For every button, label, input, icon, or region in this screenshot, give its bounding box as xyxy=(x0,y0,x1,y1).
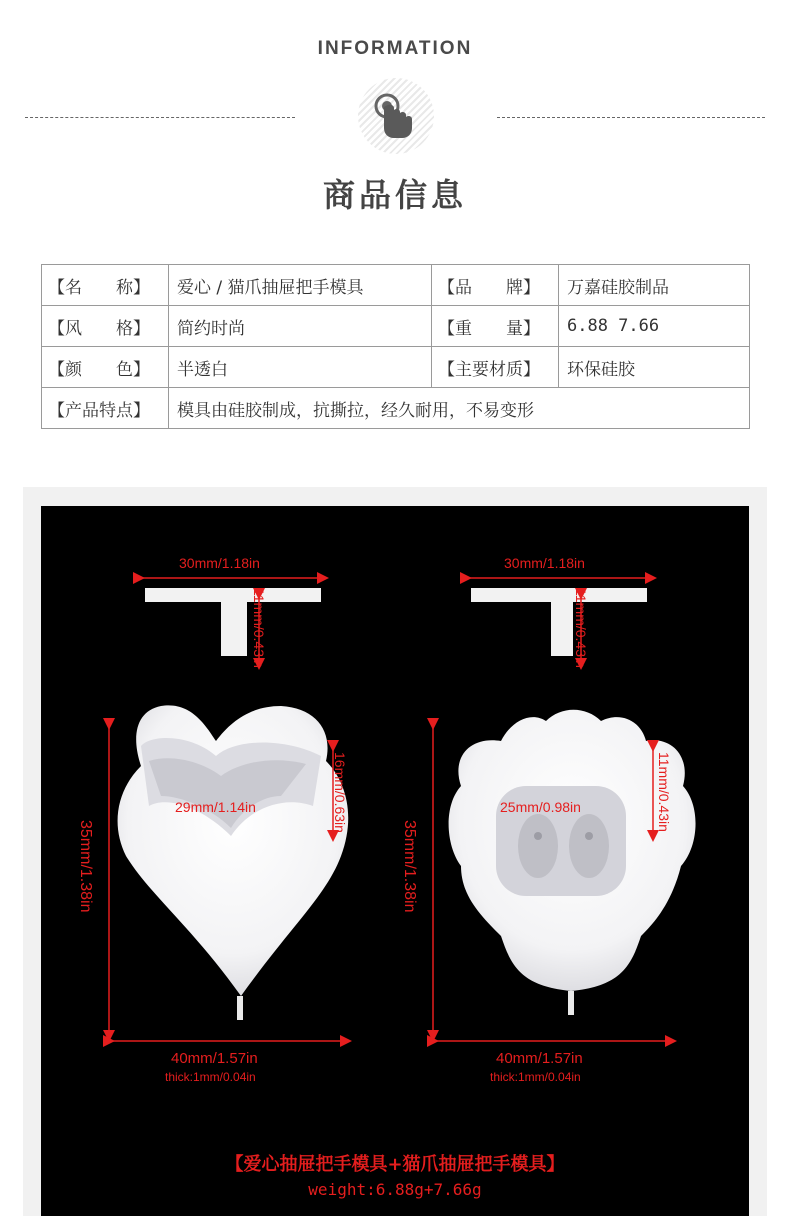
spec-value: 6.88 7.66 xyxy=(559,306,750,347)
table-row xyxy=(42,306,750,347)
left-depth-label: 16mm/0.63in xyxy=(332,752,348,833)
right-width-label: 40mm/1.57in xyxy=(496,1050,583,1067)
left-inner-width-label: 29mm/1.14in xyxy=(175,799,256,815)
left-handle-height-label: 11mm/0.43in xyxy=(251,588,267,668)
info-heading: INFORMATION xyxy=(317,38,473,59)
spec-value: 万嘉硅胶制品 xyxy=(559,265,750,306)
left-handle-width-label: 30mm/1.18in xyxy=(179,555,260,571)
spec-key: 【产品特点】 xyxy=(42,388,169,429)
left-thick-label: thick:1mm/0.04in xyxy=(165,1070,256,1084)
spec-key: 【风 格】 xyxy=(42,306,169,347)
spec-value: 环保硅胶 xyxy=(559,347,750,388)
left-height-label: 35mm/1.38in xyxy=(77,820,94,913)
spec-value: 爱心 / 猫爪抽屉把手模具 xyxy=(169,265,432,306)
spec-key: 【名 称】 xyxy=(42,265,169,306)
table-row xyxy=(42,347,750,388)
table-row xyxy=(42,388,750,429)
product-caption: 【爱心抽屉把手模具+猫爪抽屉把手模具】 xyxy=(225,1154,565,1175)
right-depth-label: 11mm/0.43in xyxy=(656,752,672,832)
right-height-label: 35mm/1.38in xyxy=(401,820,418,913)
spec-value: 模具由硅胶制成，抗撕拉，经久耐用，不易变形 xyxy=(169,388,750,429)
spec-key: 【重 量】 xyxy=(432,306,559,347)
spec-key: 【品 牌】 xyxy=(432,265,559,306)
spec-table xyxy=(41,264,750,429)
right-inner-width-label: 25mm/0.98in xyxy=(500,799,581,815)
product-panel xyxy=(41,506,749,1216)
left-divider xyxy=(25,117,295,118)
right-divider xyxy=(497,117,765,118)
right-thick-label: thick:1mm/0.04in xyxy=(490,1070,581,1084)
spec-key: 【主要材质】 xyxy=(432,347,559,388)
spec-value: 简约时尚 xyxy=(169,306,432,347)
product-illustration xyxy=(41,506,749,1216)
section-title: 商品信息 xyxy=(322,176,467,214)
right-handle-width-label: 30mm/1.18in xyxy=(504,555,585,571)
left-width-label: 40mm/1.57in xyxy=(171,1050,258,1067)
product-weight: weight:6.88g+7.66g xyxy=(308,1180,482,1199)
spec-key: 【颜 色】 xyxy=(42,347,169,388)
spec-value: 半透白 xyxy=(169,347,432,388)
table-row xyxy=(42,265,750,306)
right-handle-height-label: 11mm/0.43in xyxy=(573,588,589,668)
touch-finger-icon xyxy=(358,78,434,154)
